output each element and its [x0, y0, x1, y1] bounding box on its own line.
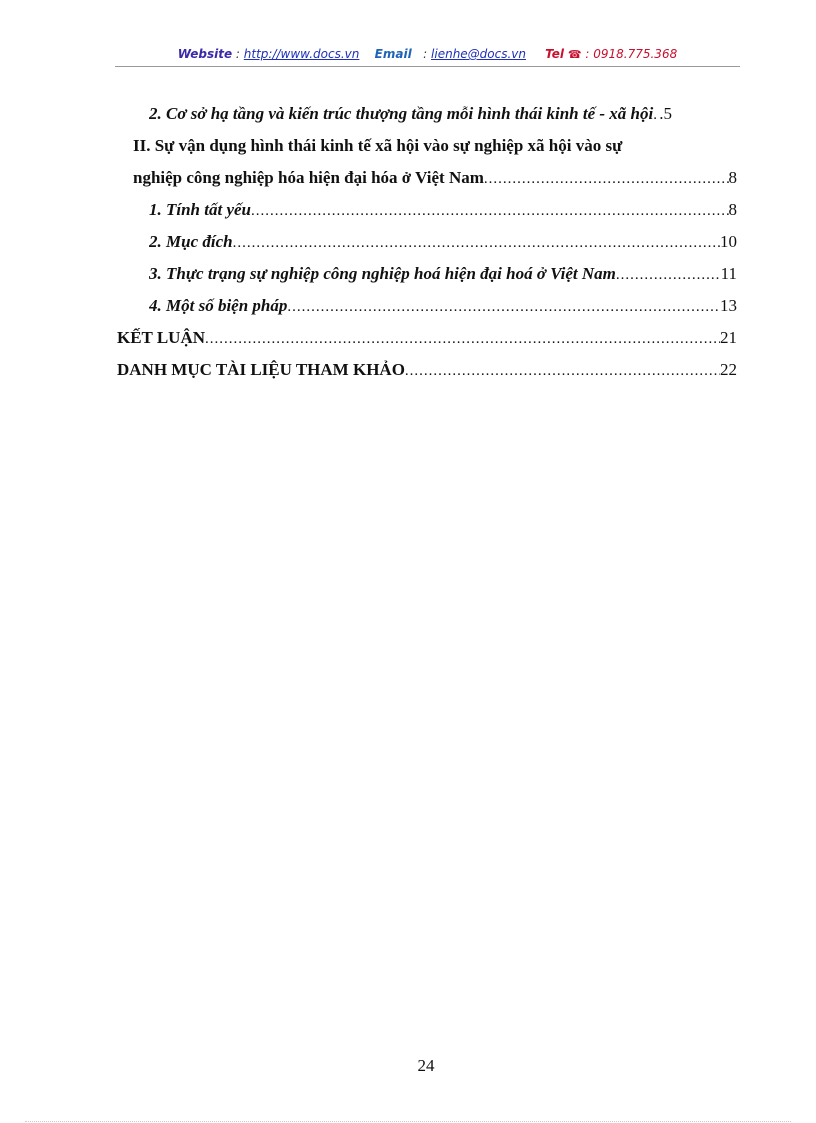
- website-link[interactable]: http://www.docs.vn: [243, 47, 360, 61]
- toc-item-title: 2. Cơ sở hạ tầng và kiến trúc thượng tầng mỗi hình thái kinh tế - xã hội: [149, 104, 654, 123]
- website-label: Website: [177, 47, 233, 61]
- toc-item-page: 10: [720, 232, 737, 251]
- toc-item-title: KẾT LUẬN: [117, 328, 206, 347]
- toc-leader: [251, 203, 728, 220]
- toc-item[interactable]: [117, 328, 737, 350]
- toc-item[interactable]: [149, 104, 737, 126]
- toc-item-page: .5: [659, 104, 672, 123]
- toc-item-page: 8: [728, 168, 737, 187]
- toc-leader: [233, 235, 720, 252]
- toc-item[interactable]: [133, 136, 737, 158]
- toc-item[interactable]: [149, 296, 737, 318]
- toc-item-page: 11: [720, 264, 737, 283]
- toc-leader: [616, 267, 721, 284]
- email-label: Email: [374, 47, 412, 61]
- toc-item[interactable]: [133, 168, 737, 190]
- toc-item-page: 21: [720, 328, 737, 347]
- toc-leader: [405, 363, 720, 380]
- toc-leader: [287, 299, 720, 316]
- toc-item-title: 2. Mục đích: [149, 232, 233, 251]
- page-number: 24: [417, 1056, 435, 1075]
- toc-item-page: 22: [720, 360, 737, 379]
- tel-label: Tel: [545, 47, 565, 61]
- toc-item-page: 13: [720, 296, 737, 315]
- toc-item-page: 8: [728, 200, 737, 219]
- page-header: Website : http://www.docs.vn Email : lienhe@docs.vn Tel ☎ : 0918.775.368: [177, 47, 678, 61]
- toc-item[interactable]: [149, 232, 737, 254]
- page-bottom-divider: [25, 1121, 791, 1122]
- toc-item-title: 3. Thực trạng sự nghiệp công nghiệp hoá hiện đại hoá ở Việt Nam: [149, 264, 616, 283]
- header-divider: [115, 66, 740, 67]
- toc-item-title: nghiệp công nghiệp hóa hiện đại hóa ở Việt Nam: [133, 168, 484, 187]
- toc-item-title: DANH MỤC TÀI LIỆU THAM KHẢO: [117, 360, 405, 379]
- toc-item[interactable]: [149, 264, 737, 286]
- toc-item[interactable]: [117, 360, 737, 382]
- toc-item[interactable]: [149, 200, 737, 222]
- toc-leader: [484, 171, 729, 188]
- toc-item-title: II. Sự vận dụng hình thái kinh tế xã hội vào sự nghiệp xã hội vào sự: [133, 136, 623, 155]
- toc-leader: [205, 331, 720, 348]
- phone-icon: ☎: [567, 48, 582, 61]
- tel-value: 0918.775.368: [593, 47, 678, 61]
- toc-item-title: 4. Một số biện pháp: [149, 296, 288, 315]
- email-link[interactable]: lienhe@docs.vn: [431, 47, 527, 61]
- toc-item-title: 1. Tính tất yếu: [149, 200, 252, 219]
